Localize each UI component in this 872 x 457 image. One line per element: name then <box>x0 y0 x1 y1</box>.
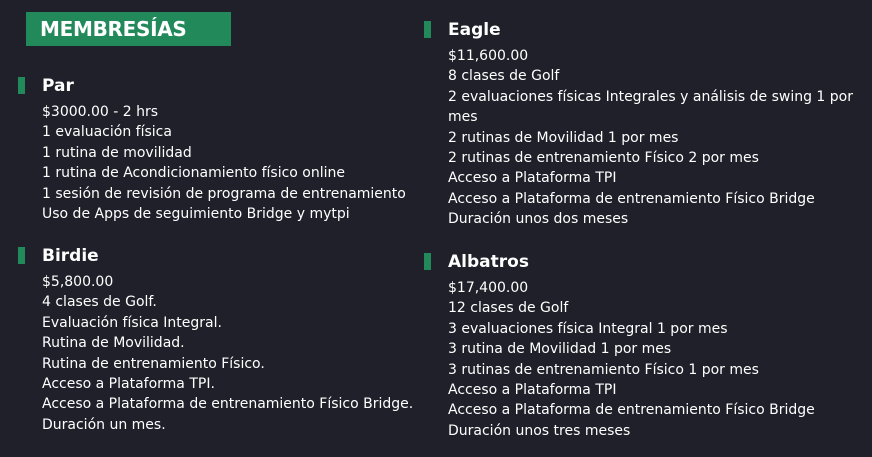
plan-feature: Uso de Apps de seguimiento Bridge y mytpi <box>42 206 350 223</box>
plan-price: $11,600.00 <box>448 48 529 64</box>
plan-marker <box>18 77 25 94</box>
plan-feature: Acceso a Plataforma TPI <box>448 170 617 187</box>
plan-feature: 3 rutina de Movilidad 1 por mes <box>448 341 672 358</box>
plan-price: $17,400.00 <box>448 280 529 296</box>
plan-feature: 12 clases de Golf <box>448 300 569 317</box>
plan-feature: Duración un mes. <box>42 416 166 433</box>
plan-features <box>448 278 815 441</box>
plan-name: Albatros <box>448 252 529 272</box>
plan-feature: 3 rutinas de entrenamiento Físico 1 por mes <box>448 361 759 378</box>
plan-feature: 1 rutina de Acondicionamiento físico online <box>42 165 346 182</box>
plan-feature: 3 evaluaciones física Integral 1 por mes <box>448 320 728 337</box>
plan-feature: Duración unos tres meses <box>448 422 631 439</box>
plan-feature: Evaluación física Integral. <box>42 314 222 331</box>
plan-features <box>448 46 858 230</box>
plan-price: $5,800.00 <box>42 274 114 290</box>
plan-price: $3000.00 - 2 hrs <box>42 104 159 120</box>
plan-features <box>42 272 413 435</box>
plan-feature: 2 evaluaciones físicas Integrales y análisis de swing 1 por mes <box>448 88 853 126</box>
plan-feature: Acceso a Plataforma TPI. <box>42 376 215 393</box>
plan-feature: 1 rutina de movilidad <box>42 144 192 161</box>
plan-feature: 1 evaluación física <box>42 124 172 141</box>
plan-name: Birdie <box>42 246 99 266</box>
page-title: MEMBRESÍAS <box>26 12 231 46</box>
plan-marker <box>424 21 431 38</box>
plan-feature: 2 rutinas de Movilidad 1 por mes <box>448 129 679 146</box>
plan-name: Par <box>42 76 74 96</box>
plan-feature: Acceso a Plataforma de entrenamiento Físico Bridge <box>448 190 815 207</box>
plan-feature: Acceso a Plataforma TPI <box>448 382 617 399</box>
plan-feature: Duración unos dos meses <box>448 211 629 228</box>
plan-feature: 2 rutinas de entrenamiento Físico 2 por mes <box>448 150 759 167</box>
plan-features <box>42 102 406 224</box>
plan-marker <box>18 247 25 264</box>
plan-feature: Rutina de Movilidad. <box>42 335 185 352</box>
plan-feature: Rutina de entrenamiento Físico. <box>42 355 265 372</box>
plan-feature: Acceso a Plataforma de entrenamiento Físico Bridge <box>448 402 815 419</box>
plan-feature: 1 sesión de revisión de programa de entrenamiento <box>42 185 406 202</box>
plan-feature: 8 clases de Golf <box>448 68 560 85</box>
plan-feature: Acceso a Plataforma de entrenamiento Físico Bridge. <box>42 396 414 413</box>
plan-marker <box>424 253 431 270</box>
plan-name: Eagle <box>448 20 501 40</box>
plan-feature: 4 clases de Golf. <box>42 294 157 311</box>
